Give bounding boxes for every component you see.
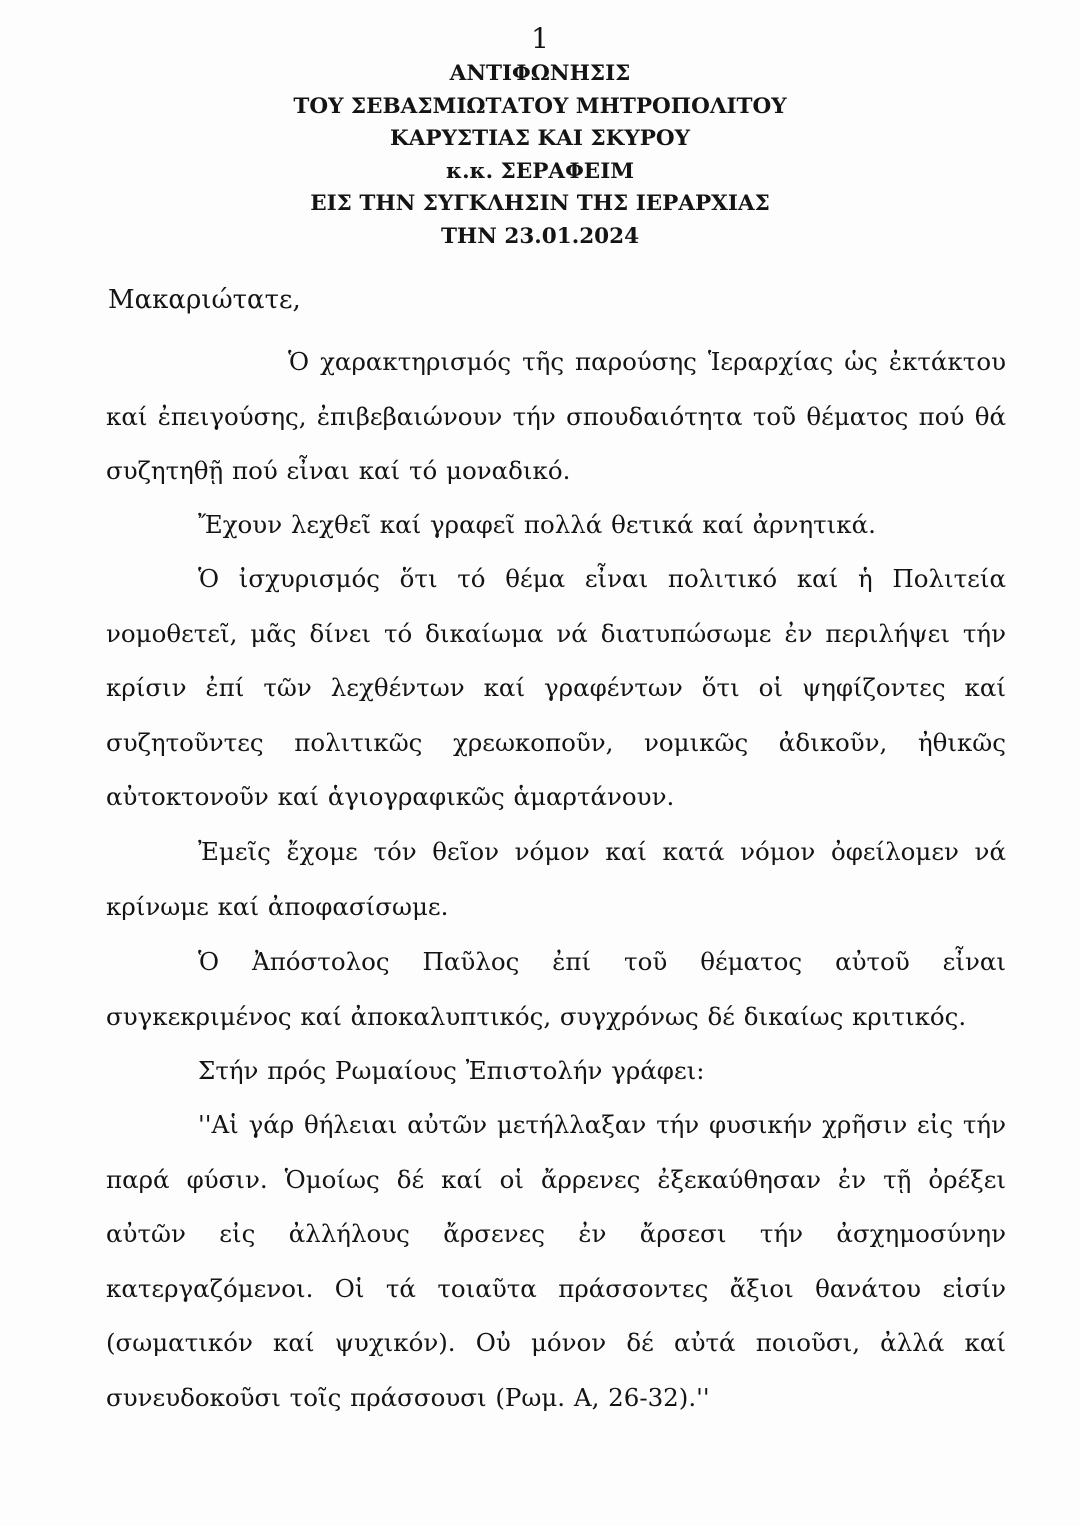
paragraph-apostle-paul: Ὁ Ἀπόστολος Παῦλος ἐπί τοῦ θέματος αὐτοῦ εἶναι συγκεκριμένος καί ἀποκαλυπτικός, συγχρόνως δέ δικαίως κριτικός. (106, 947, 1006, 1031)
heading-line-metropolitan: ΤΟΥ ΣΕΒΑΣΜΙΩΤΑΤΟΥ ΜΗΤΡΟΠΟΛΙΤΟΥ (293, 93, 787, 119)
heading-line-date: ΤΗΝ 23.01.2024 (440, 223, 640, 249)
paragraph-political-claim: Ὁ ἰσχυρισμός ὅτι τό θέμα εἶναι πολιτικό καί ἡ Πολιτεία νομοθετεῖ, μᾶς δίνει τό δικαίωμα νά διατυπώσωμε ἐν περιλήψει τήν κρίσιν ἐπί τῶν λεχθέντων καί γραφέντων ὅτι οἱ ψηφίζοντες καί συζητοῦντες πολιτικῶς χρεωκοποῦν, νομικῶς ἀδικοῦν, ἠθικῶς αὐτοκτονοῦν καί ἁγιογραφικῶς ἁμαρτάνουν. (106, 564, 1006, 811)
paragraph-romans-intro: Στήν πρός Ρωμαίους Ἐπιστολήν γράφει: (198, 1056, 705, 1085)
page-number: 1 (531, 22, 549, 55)
paragraph-statements: Ἔχουν λεχθεῖ καί γραφεῖ πολλά θετικά καί ἀρνητικά. (198, 510, 876, 539)
heading-line-occasion: ΕΙΣ ΤΗΝ ΣΥΓΚΛΗΣΙΝ ΤΗΣ ΙΕΡΑΡΧΙΑΣ (310, 191, 770, 216)
heading-line-diocese: ΚΑΡΥΣΤΙΑΣ ΚΑΙ ΣΚΥΡΟΥ (390, 126, 690, 151)
heading-line-name: κ.κ. ΣΕΡΑΦΕΙΜ (445, 158, 635, 184)
paragraph-divine-law: Ἐμεῖς ἔχομε τόν θεῖον νόμον καί κατά νόμον ὀφείλομεν νά κρίνωμε καί ἀποφασίσωμε. (106, 837, 1006, 921)
paragraph-romans-quote: ''Αἱ γάρ θήλειαι αὐτῶν μετήλλαξαν τήν φυσικήν χρῆσιν εἰς τήν παρά φύσιν. Ὁμοίως δέ καί οἱ ἄρρενες ἐξεκαύθησαν ἐν τῇ ὀρέξει αὐτῶν εἰς ἀλλήλους ἄρσενες ἐν ἄρσεσι τήν ἀσχημοσύνην κατεργαζόμενοι. Οἱ τά τοιαῦτα πράσσοντες ἄξιοι θανάτου εἰσίν (σωματικόν καί ψυχικόν). Οὐ μόνον δέ αὐτά ποιοῦσι, ἀλλά καί συνευδοκοῦσι τοῖς πράσσουσι (Ρωμ. Α, 26-32).'' (106, 1110, 1006, 1412)
heading-line-title: ΑΝΤΙΦΩΝΗΣΙΣ (449, 61, 631, 86)
document-heading (0, 58, 1080, 253)
paragraph-characterization: Ὁ χαρακτηρισμός τῆς παρούσης Ἱεραρχίας ὡς ἐκτάκτου καί ἐπειγούσης, ἐπιβεβαιώνουν τήν σπουδαιότητα τοῦ θέματος πού θά συζητηθῇ πού εἶναι καί τό μοναδικό. (106, 347, 1006, 485)
salutation: Μακαριώτατε, (108, 285, 301, 315)
